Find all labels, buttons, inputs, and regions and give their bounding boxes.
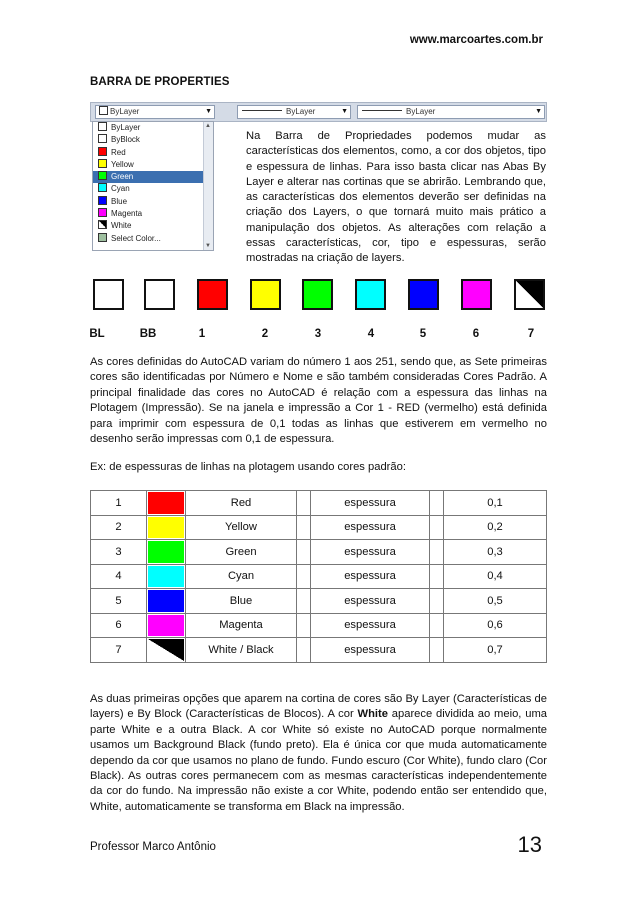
line-sample-icon (362, 110, 402, 111)
pen-number: 3 (91, 540, 147, 565)
section-title: BARRA DE PROPERTIES (90, 76, 230, 88)
color-swatch-icon (98, 134, 107, 143)
color-swatch-label: BL (89, 328, 105, 340)
paragraph-text: As duas primeiras opções que aparem na cortina de cores são By Layer (Características de layers) e By Block (Características de Blocos). A cor (90, 693, 547, 721)
pen-number: 6 (91, 613, 147, 638)
pen-number: 4 (91, 564, 147, 589)
paragraph-bold-white: White (357, 708, 388, 721)
color-swatch-1 (197, 279, 228, 310)
dropdown-item-label: Magenta (111, 209, 143, 219)
dropdown-item-label: ByBlock (111, 135, 140, 145)
table-spacer (297, 589, 311, 614)
pen-number: 5 (91, 589, 147, 614)
color-dropdown-list[interactable] (92, 121, 214, 251)
pen-weight-label: espessura (311, 540, 430, 565)
table-spacer (297, 540, 311, 565)
chevron-down-icon: ▼ (205, 108, 212, 115)
pen-color-cell (147, 491, 186, 516)
pen-weight-label: espessura (311, 564, 430, 589)
color-swatch-label: BB (139, 328, 157, 340)
dropdown-item-label: Select Color... (111, 233, 161, 243)
page-number: 13 (517, 832, 542, 857)
table-spacer (297, 613, 311, 638)
linetype-combo-label: ByLayer (286, 107, 316, 116)
scroll-up-icon[interactable]: ▲ (205, 123, 211, 129)
footer-author: Professor Marco Antônio (90, 841, 216, 853)
example-title: Ex: de espessuras de linhas na plotagem usando cores padrão: (90, 461, 406, 473)
table-spacer (297, 564, 311, 589)
line-sample-icon (242, 110, 282, 111)
pen-weight-label: espessura (311, 638, 430, 663)
pen-color-cell (147, 515, 186, 540)
color-swatch-label: 1 (198, 328, 206, 340)
table-row (91, 491, 547, 516)
color-swatch-icon (98, 147, 107, 156)
table-spacer (297, 491, 311, 516)
pen-color-cell (147, 540, 186, 565)
properties-toolbar (90, 102, 547, 122)
dropdown-item-label: ByLayer (111, 123, 141, 132)
pen-weight-table (90, 490, 547, 663)
color-swatch-icon (98, 122, 107, 131)
scroll-down-icon[interactable]: ▼ (205, 243, 211, 249)
table-spacer (430, 515, 444, 540)
pen-weight-value: 0,3 (444, 540, 547, 565)
dropdown-item-label: Yellow (111, 159, 134, 169)
color-swatch-label: 2 (261, 328, 269, 340)
color-swatch-4 (355, 279, 386, 310)
color-swatch-label: 3 (314, 328, 322, 340)
pen-color-swatch (148, 590, 184, 612)
color-swatch-bb (144, 279, 175, 310)
table-spacer (430, 491, 444, 516)
pen-color-cell (147, 589, 186, 614)
table-spacer (430, 613, 444, 638)
dropdown-scrollbar[interactable] (203, 122, 213, 250)
table-spacer (430, 540, 444, 565)
properties-description: Na Barra de Propriedades podemos mudar as características dos elementos, como, a cor dos objetos, tipo e espessura de linhas. Para isso basta clicar nas Abas By Layer e alterar nas cortinas que se abrirão. Lembrando que, as características dos elementos deverão ser definidas na criação dos Layers, o que tornará muito mais prático a manipulação dos objetos. As alterações com relação a essas características, cor, tipo e espessuras, serão mostradas na criação de layers. (246, 130, 546, 265)
color-combo[interactable] (95, 105, 215, 119)
paragraph-text: aparece dividida ao meio, uma parte White e a outra Black. A cor White só existe no AutoCAD porque normalmente usamos um Background Black (fundo preto). Ela é única cor que muda automaticamente dependo da cor que usamos no plano de fundo. Fundo escuro (Cor White), fundo claro (Cor Black). As outras cores permanecem com as mesmas características independentemente da cor do fundo. Na impressão não existe a cor White, podendo então ser entendido que, White, automaticamente se transforma em Black na impressão. (90, 708, 547, 813)
dropdown-item-label: Red (111, 147, 126, 157)
dropdown-item[interactable] (93, 122, 213, 134)
color-swatch-label: 4 (367, 328, 375, 340)
pen-color-swatch (148, 566, 184, 588)
dropdown-item[interactable] (93, 183, 213, 195)
color-swatch-6 (461, 279, 492, 310)
pen-weight-value: 0,7 (444, 638, 547, 663)
table-spacer (297, 638, 311, 663)
pen-color-name: Yellow (186, 515, 297, 540)
dropdown-item-label: Blue (111, 196, 128, 206)
pen-color-swatch (148, 615, 184, 637)
color-swatch-icon (98, 196, 107, 205)
dropdown-item[interactable] (93, 171, 213, 183)
table-row (91, 515, 547, 540)
paragraph-colors: As cores definidas do AutoCAD variam do número 1 aos 251, sendo que, as Sete primeiras cores são identificadas por Número e Nome e são também consideradas Cores Padrão. A principal finalidade das cores no AutoCAD é relação com a espessura das linhas na Plotagem (Impressão). Se na janela e impressão a Cor 1 - RED (vermelho) está definida para imprimir com espessura de 0,1 todas as linhas que estiverem em vermelho no desenho serão impressas com 0,1 de espessura. (90, 356, 547, 446)
lineweight-combo-label: ByLayer (406, 107, 436, 116)
color-swatch-bl (93, 279, 124, 310)
pen-color-cell (147, 564, 186, 589)
table-row (91, 589, 547, 614)
color-swatch-3 (302, 279, 333, 310)
pen-color-name: White / Black (186, 638, 297, 663)
table-row (91, 540, 547, 565)
pen-color-name: Blue (186, 589, 297, 614)
dropdown-item-label: Cyan (111, 184, 130, 194)
chevron-down-icon: ▼ (535, 108, 542, 115)
color-swatch-label: 5 (419, 328, 427, 340)
pen-weight-label: espessura (311, 491, 430, 516)
color-swatch-icon (98, 208, 107, 217)
dropdown-item-label: White (111, 221, 132, 231)
color-swatch-label: 6 (472, 328, 480, 340)
lineweight-combo[interactable] (357, 105, 545, 119)
table-row (91, 564, 547, 589)
dropdown-item[interactable] (93, 220, 213, 232)
table-spacer (430, 589, 444, 614)
chevron-down-icon: ▼ (341, 108, 348, 115)
pen-number: 1 (91, 491, 147, 516)
color-swatch-icon (98, 159, 107, 168)
pen-color-swatch (148, 492, 184, 514)
pen-color-name: Cyan (186, 564, 297, 589)
table-spacer (430, 564, 444, 589)
linetype-combo[interactable] (237, 105, 351, 119)
pen-weight-label: espessura (311, 515, 430, 540)
pen-weight-value: 0,6 (444, 613, 547, 638)
pen-weight-label: espessura (311, 589, 430, 614)
color-swatch-icon (98, 233, 107, 242)
pen-number: 2 (91, 515, 147, 540)
site-url: www.marcoartes.com.br (409, 34, 543, 46)
color-swatch-icon (98, 171, 107, 180)
table-spacer (297, 515, 311, 540)
color-swatch-7 (514, 279, 545, 310)
pen-number: 7 (91, 638, 147, 663)
pen-color-name: Red (186, 491, 297, 516)
dropdown-item[interactable] (93, 233, 213, 245)
pen-color-swatch (148, 517, 184, 539)
table-spacer (430, 638, 444, 663)
pen-color-swatch (148, 541, 184, 563)
dropdown-item[interactable] (93, 147, 213, 159)
dropdown-item[interactable] (93, 134, 213, 146)
pen-weight-value: 0,5 (444, 589, 547, 614)
dropdown-item[interactable] (93, 196, 213, 208)
table-row (91, 613, 547, 638)
color-swatch-label: 7 (527, 328, 535, 340)
dropdown-item[interactable] (93, 159, 213, 171)
paragraph-bylayer (90, 692, 547, 815)
table-row (91, 638, 547, 663)
pen-color-name: Magenta (186, 613, 297, 638)
pen-weight-value: 0,4 (444, 564, 547, 589)
pen-color-cell (147, 613, 186, 638)
color-combo-label: ByLayer (110, 107, 140, 116)
color-swatch-5 (408, 279, 439, 310)
color-swatch-icon (98, 220, 107, 229)
pen-weight-value: 0,2 (444, 515, 547, 540)
color-swatch-icon (99, 106, 108, 115)
pen-color-name: Green (186, 540, 297, 565)
pen-weight-label: espessura (311, 613, 430, 638)
color-swatch-icon (98, 183, 107, 192)
dropdown-item-label: Green (111, 172, 134, 182)
pen-color-swatch (148, 639, 184, 661)
color-swatch-2 (250, 279, 281, 310)
dropdown-item[interactable] (93, 208, 213, 220)
pen-color-cell (147, 638, 186, 663)
pen-weight-value: 0,1 (444, 491, 547, 516)
